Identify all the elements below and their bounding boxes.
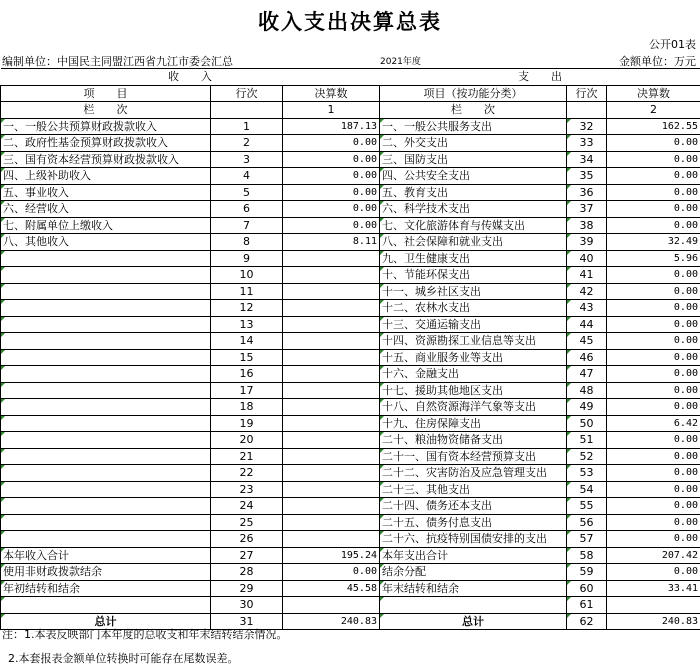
expense-item: 六、科学技术支出	[380, 201, 567, 218]
income-amount: 8.11	[283, 234, 380, 251]
table-row	[1, 580, 700, 597]
expense-item: 二、外交支出	[380, 135, 567, 152]
income-item: 二、政府性基金预算财政拨款收入	[1, 135, 211, 152]
income-row-no: 30	[211, 597, 283, 614]
income-amount	[283, 531, 380, 548]
header-item: 项 目	[1, 85, 211, 102]
expense-item: 二十六、抗疫特别国债安排的支出	[380, 531, 567, 548]
income-amount	[283, 514, 380, 531]
expense-amount: 0.00	[607, 135, 700, 152]
section-income: 收 入	[1, 69, 380, 86]
expense-row-no: 40	[567, 250, 607, 267]
table-row	[1, 316, 700, 333]
table-row	[1, 349, 700, 366]
table-row	[1, 118, 700, 135]
expense-row-no: 38	[567, 217, 607, 234]
income-row-no: 9	[211, 250, 283, 267]
expense-row-no: 53	[567, 465, 607, 482]
income-row-no: 19	[211, 415, 283, 432]
income-row-no: 17	[211, 382, 283, 399]
income-row-no: 21	[211, 448, 283, 465]
income-item	[1, 382, 211, 399]
table-row	[1, 498, 700, 515]
expense-row-no: 41	[567, 267, 607, 284]
expense-item: 十七、援助其他地区支出	[380, 382, 567, 399]
expense-amount: 32.49	[607, 234, 700, 251]
table-row	[1, 333, 700, 350]
expense-row-no: 44	[567, 316, 607, 333]
expense-row-no: 35	[567, 168, 607, 185]
income-row-no: 23	[211, 481, 283, 498]
header-blank	[211, 102, 283, 119]
header-blank	[567, 102, 607, 119]
expense-item: 二十二、灾害防治及应急管理支出	[380, 465, 567, 482]
income-amount	[283, 448, 380, 465]
expense-amount: 0.00	[607, 300, 700, 317]
income-amount	[283, 465, 380, 482]
expense-item: 十六、金融支出	[380, 366, 567, 383]
table-row	[1, 432, 700, 449]
expense-row-no: 57	[567, 531, 607, 548]
header-row: 行次	[567, 85, 607, 102]
income-amount: 0.00	[283, 184, 380, 201]
income-row-no: 6	[211, 201, 283, 218]
table-row	[1, 283, 700, 300]
expense-item: 三、国防支出	[380, 151, 567, 168]
income-amount	[283, 349, 380, 366]
expense-row-no: 45	[567, 333, 607, 350]
expense-amount: 0.00	[607, 531, 700, 548]
income-amount: 0.00	[283, 168, 380, 185]
table-row	[1, 415, 700, 432]
expense-amount: 0.00	[607, 448, 700, 465]
expense-row-no: 39	[567, 234, 607, 251]
income-expense-table	[0, 68, 700, 630]
income-item: 年初结转和结余	[1, 580, 211, 597]
header-amount: 决算数	[283, 85, 380, 102]
income-amount: 0.00	[283, 201, 380, 218]
expense-row-no: 47	[567, 366, 607, 383]
expense-row-no: 46	[567, 349, 607, 366]
expense-row-no: 59	[567, 564, 607, 581]
table-row	[1, 184, 700, 201]
income-amount	[283, 382, 380, 399]
expense-amount: 0.00	[607, 514, 700, 531]
income-item	[1, 300, 211, 317]
table-row	[1, 217, 700, 234]
header-column: 栏 次	[1, 102, 211, 119]
expense-amount: 0.00	[607, 564, 700, 581]
income-item	[1, 448, 211, 465]
income-amount: 0.00	[283, 564, 380, 581]
income-row-no: 16	[211, 366, 283, 383]
income-item: 三、国有资本经营预算财政拨款收入	[1, 151, 211, 168]
income-item	[1, 267, 211, 284]
table-row	[1, 547, 700, 564]
income-amount: 195.24	[283, 547, 380, 564]
expense-amount: 0.00	[607, 366, 700, 383]
income-amount: 0.00	[283, 217, 380, 234]
income-item	[1, 333, 211, 350]
table-row	[1, 366, 700, 383]
header-item-func: 项目（按功能分类）	[380, 85, 567, 102]
income-item	[1, 597, 211, 614]
table-row	[1, 234, 700, 251]
header-amount: 决算数	[607, 85, 700, 102]
expense-amount: 0.00	[607, 382, 700, 399]
expense-item: 四、公共安全支出	[380, 168, 567, 185]
expense-item: 五、教育支出	[380, 184, 567, 201]
expense-item: 十九、住房保障支出	[380, 415, 567, 432]
income-row-no: 28	[211, 564, 283, 581]
income-item: 四、上级补助收入	[1, 168, 211, 185]
expense-item: 十三、交通运输支出	[380, 316, 567, 333]
income-row-no: 13	[211, 316, 283, 333]
header-col2: 2	[607, 102, 700, 119]
expense-row-no: 43	[567, 300, 607, 317]
income-amount	[283, 283, 380, 300]
expense-row-no: 48	[567, 382, 607, 399]
expense-item: 八、社会保障和就业支出	[380, 234, 567, 251]
header-row: 行次	[211, 85, 283, 102]
income-amount: 240.83	[283, 613, 380, 630]
expense-row-no: 32	[567, 118, 607, 135]
income-item	[1, 366, 211, 383]
expense-item: 一、一般公共服务支出	[380, 118, 567, 135]
income-amount	[283, 366, 380, 383]
expense-item: 年末结转和结余	[380, 580, 567, 597]
expense-amount: 0.00	[607, 316, 700, 333]
income-item: 八、其他收入	[1, 234, 211, 251]
expense-amount: 0.00	[607, 481, 700, 498]
expense-amount: 0.00	[607, 432, 700, 449]
expense-row-no: 55	[567, 498, 607, 515]
income-item: 五、事业收入	[1, 184, 211, 201]
amount-unit: 金额单位：万元	[619, 55, 696, 68]
expense-amount: 207.42	[607, 547, 700, 564]
expense-item: 二十三、其他支出	[380, 481, 567, 498]
expense-amount: 0.00	[607, 217, 700, 234]
expense-amount: 0.00	[607, 498, 700, 515]
income-item	[1, 498, 211, 515]
income-item	[1, 349, 211, 366]
table-row	[1, 300, 700, 317]
income-row-no: 4	[211, 168, 283, 185]
expense-row-no: 34	[567, 151, 607, 168]
income-row-no: 18	[211, 399, 283, 416]
income-amount	[283, 415, 380, 432]
expense-row-no: 37	[567, 201, 607, 218]
expense-item: 十五、商业服务业等支出	[380, 349, 567, 366]
table-row	[1, 564, 700, 581]
income-amount	[283, 333, 380, 350]
expense-item: 二十一、国有资本经营预算支出	[380, 448, 567, 465]
income-amount	[283, 597, 380, 614]
income-row-no: 2	[211, 135, 283, 152]
expense-amount: 0.00	[607, 399, 700, 416]
expense-amount: 0.00	[607, 283, 700, 300]
expense-amount: 0.00	[607, 201, 700, 218]
expense-amount: 0.00	[607, 184, 700, 201]
income-row-no: 22	[211, 465, 283, 482]
expense-item: 二十五、债务付息支出	[380, 514, 567, 531]
income-row-no: 10	[211, 267, 283, 284]
income-item: 本年收入合计	[1, 547, 211, 564]
table-row	[1, 531, 700, 548]
income-row-no: 11	[211, 283, 283, 300]
income-row-no: 7	[211, 217, 283, 234]
income-item: 一、一般公共预算财政拨款收入	[1, 118, 211, 135]
expense-amount: 0.00	[607, 151, 700, 168]
expense-amount: 5.96	[607, 250, 700, 267]
expense-row-no: 62	[567, 613, 607, 630]
table-row	[1, 465, 700, 482]
income-item	[1, 531, 211, 548]
income-row-no: 12	[211, 300, 283, 317]
income-item	[1, 432, 211, 449]
table-row	[1, 481, 700, 498]
expense-amount: 6.42	[607, 415, 700, 432]
income-row-no: 29	[211, 580, 283, 597]
income-item	[1, 415, 211, 432]
expense-item: 十四、资源勘探工业信息等支出	[380, 333, 567, 350]
expense-row-no: 52	[567, 448, 607, 465]
expense-item: 二十、粮油物资储备支出	[380, 432, 567, 449]
table-row	[1, 597, 700, 614]
expense-amount: 0.00	[607, 333, 700, 350]
income-amount: 45.58	[283, 580, 380, 597]
income-row-no: 27	[211, 547, 283, 564]
table-row	[1, 151, 700, 168]
table-row	[1, 201, 700, 218]
expense-item: 总计	[380, 613, 567, 630]
income-item: 总计	[1, 613, 211, 630]
expense-row-no: 58	[567, 547, 607, 564]
income-amount	[283, 300, 380, 317]
table-row	[1, 382, 700, 399]
income-row-no: 15	[211, 349, 283, 366]
income-amount: 0.00	[283, 135, 380, 152]
expense-item	[380, 597, 567, 614]
income-item	[1, 316, 211, 333]
expense-amount: 33.41	[607, 580, 700, 597]
expense-amount: 0.00	[607, 168, 700, 185]
section-expense: 支 出	[380, 69, 700, 86]
expense-item: 本年支出合计	[380, 547, 567, 564]
note-1: 注：1.本表反映部门本年度的总收支和年末结转结余情况。	[2, 628, 288, 641]
income-amount	[283, 316, 380, 333]
form-code: 公开01表	[649, 38, 696, 51]
income-item: 七、附属单位上缴收入	[1, 217, 211, 234]
income-amount	[283, 432, 380, 449]
income-item	[1, 283, 211, 300]
expense-row-no: 33	[567, 135, 607, 152]
expense-row-no: 49	[567, 399, 607, 416]
income-item	[1, 514, 211, 531]
expense-row-no: 50	[567, 415, 607, 432]
expense-item: 十八、自然资源海洋气象等支出	[380, 399, 567, 416]
expense-item: 十、节能环保支出	[380, 267, 567, 284]
income-amount	[283, 481, 380, 498]
income-row-no: 5	[211, 184, 283, 201]
header-col1: 1	[283, 102, 380, 119]
table-row	[1, 448, 700, 465]
header-column: 栏 次	[380, 102, 567, 119]
income-row-no: 14	[211, 333, 283, 350]
unit-label: 编制单位：中国民主同盟江西省九江市委会汇总	[2, 55, 233, 68]
expense-amount: 240.83	[607, 613, 700, 630]
expense-amount: 162.55	[607, 118, 700, 135]
table-row	[1, 168, 700, 185]
income-item	[1, 481, 211, 498]
income-item	[1, 465, 211, 482]
expense-item: 十二、农林水支出	[380, 300, 567, 317]
income-row-no: 31	[211, 613, 283, 630]
income-amount	[283, 267, 380, 284]
income-row-no: 20	[211, 432, 283, 449]
expense-row-no: 36	[567, 184, 607, 201]
income-item: 六、经营收入	[1, 201, 211, 218]
report-year: 2021年度	[380, 57, 421, 67]
income-row-no: 26	[211, 531, 283, 548]
expense-item: 结余分配	[380, 564, 567, 581]
expense-item: 七、文化旅游体育与传媒支出	[380, 217, 567, 234]
income-amount	[283, 498, 380, 515]
expense-item: 二十四、债务还本支出	[380, 498, 567, 515]
expense-amount: 0.00	[607, 267, 700, 284]
expense-item: 十一、城乡社区支出	[380, 283, 567, 300]
income-row-no: 24	[211, 498, 283, 515]
income-amount: 187.13	[283, 118, 380, 135]
expense-amount	[607, 597, 700, 614]
expense-amount: 0.00	[607, 465, 700, 482]
expense-row-no: 54	[567, 481, 607, 498]
income-row-no: 1	[211, 118, 283, 135]
income-row-no: 25	[211, 514, 283, 531]
income-amount: 0.00	[283, 151, 380, 168]
income-amount	[283, 250, 380, 267]
expense-row-no: 42	[567, 283, 607, 300]
expense-row-no: 61	[567, 597, 607, 614]
income-item	[1, 399, 211, 416]
income-row-no: 8	[211, 234, 283, 251]
expense-row-no: 60	[567, 580, 607, 597]
table-row	[1, 267, 700, 284]
expense-row-no: 51	[567, 432, 607, 449]
income-item	[1, 250, 211, 267]
table-row	[1, 514, 700, 531]
expense-amount: 0.00	[607, 349, 700, 366]
expense-item: 九、卫生健康支出	[380, 250, 567, 267]
report-title: 收入支出决算总表	[258, 10, 442, 34]
income-item: 使用非财政拨款结余	[1, 564, 211, 581]
note-2: 2.本套报表金额单位转换时可能存在尾数误差。	[8, 652, 239, 665]
expense-row-no: 56	[567, 514, 607, 531]
table-row	[1, 250, 700, 267]
table-row	[1, 399, 700, 416]
income-amount	[283, 399, 380, 416]
table-row	[1, 135, 700, 152]
income-row-no: 3	[211, 151, 283, 168]
